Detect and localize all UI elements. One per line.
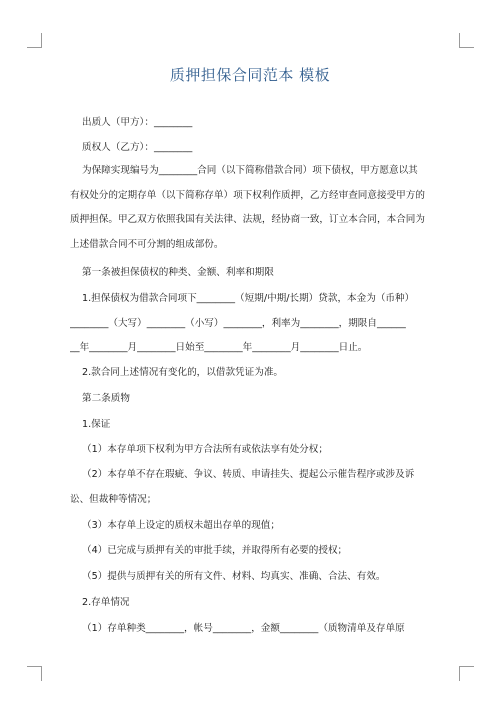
crop-mark-bottom-right [459, 666, 474, 681]
section-deposit-heading: 2.存单情况 [82, 597, 130, 608]
warranty-item-1: （1）本存单项下权利为甲方合法所有或依法享有处分权； [82, 444, 328, 455]
crop-mark-top-right [459, 33, 474, 48]
article-2-heading: 第二条质物 [82, 393, 130, 404]
crop-mark-top-left [27, 33, 42, 48]
document-title: 质押担保合同范本 模板 [169, 66, 331, 84]
section-warranty-heading: 1.保证 [82, 419, 111, 430]
warranty-item-5: （5）提供与质押有关的所有文件、材料、均真实、准确、合法、有效。 [82, 571, 386, 582]
warranty-item-4: （4）已完成与质押有关的审批手续，并取得所有必要的授权； [82, 545, 348, 556]
article-1-clause-1-line-1: 1.担保债权为借款合同项下________（短期/中期/长期）贷款，本金为（币种） [82, 293, 415, 304]
pledgee-line: 质权人（乙方）：________ [82, 142, 193, 153]
warranty-item-2-line-2: 讼、但裁种等情况； [70, 494, 157, 505]
crop-mark-bottom-left [27, 666, 42, 681]
preamble-line-2: 有权处分的定期存单（以下简称存单）项下权利作质押，乙方经审查同意接受甲方的 [70, 190, 425, 201]
pledgor-line: 出质人（甲方）：________ [82, 117, 193, 128]
article-1-heading: 第一条被担保债权的种类、金额、利率和期限 [82, 267, 274, 278]
article-1-clause-2: 2.款合同上述情况有变化的，以借款凭证为准。 [82, 367, 284, 378]
article-1-clause-1-line-2: ________（大写）________（小写）________，利率为________，期限自______ [70, 318, 406, 329]
warranty-item-3: （3）本存单上设定的质权未超出存单的现值； [82, 520, 280, 531]
warranty-item-2-line-1: （2）本存单不存在瑕疵、争议、转质、申请挂失、提起公示催告程序或涉及诉 [82, 469, 415, 480]
preamble-line-4: 上述借款合同不可分割的组成部份。 [70, 239, 224, 250]
article-1-clause-1-line-3: __年________月________日始至________年________月________日止。 [70, 342, 368, 353]
preamble-line-1: 为保障实现编号为________合同（以下简称借款合同）项下债权，甲方愿意以其 [82, 165, 418, 176]
deposit-item-1: （1）存单种类________，帐号________，金额________（质物清单及存单原 [82, 623, 405, 634]
preamble-line-3: 质押担保。甲乙双方依照我国有关法律、法规，经协商一致，订立本合同，本合同为 [70, 214, 425, 225]
